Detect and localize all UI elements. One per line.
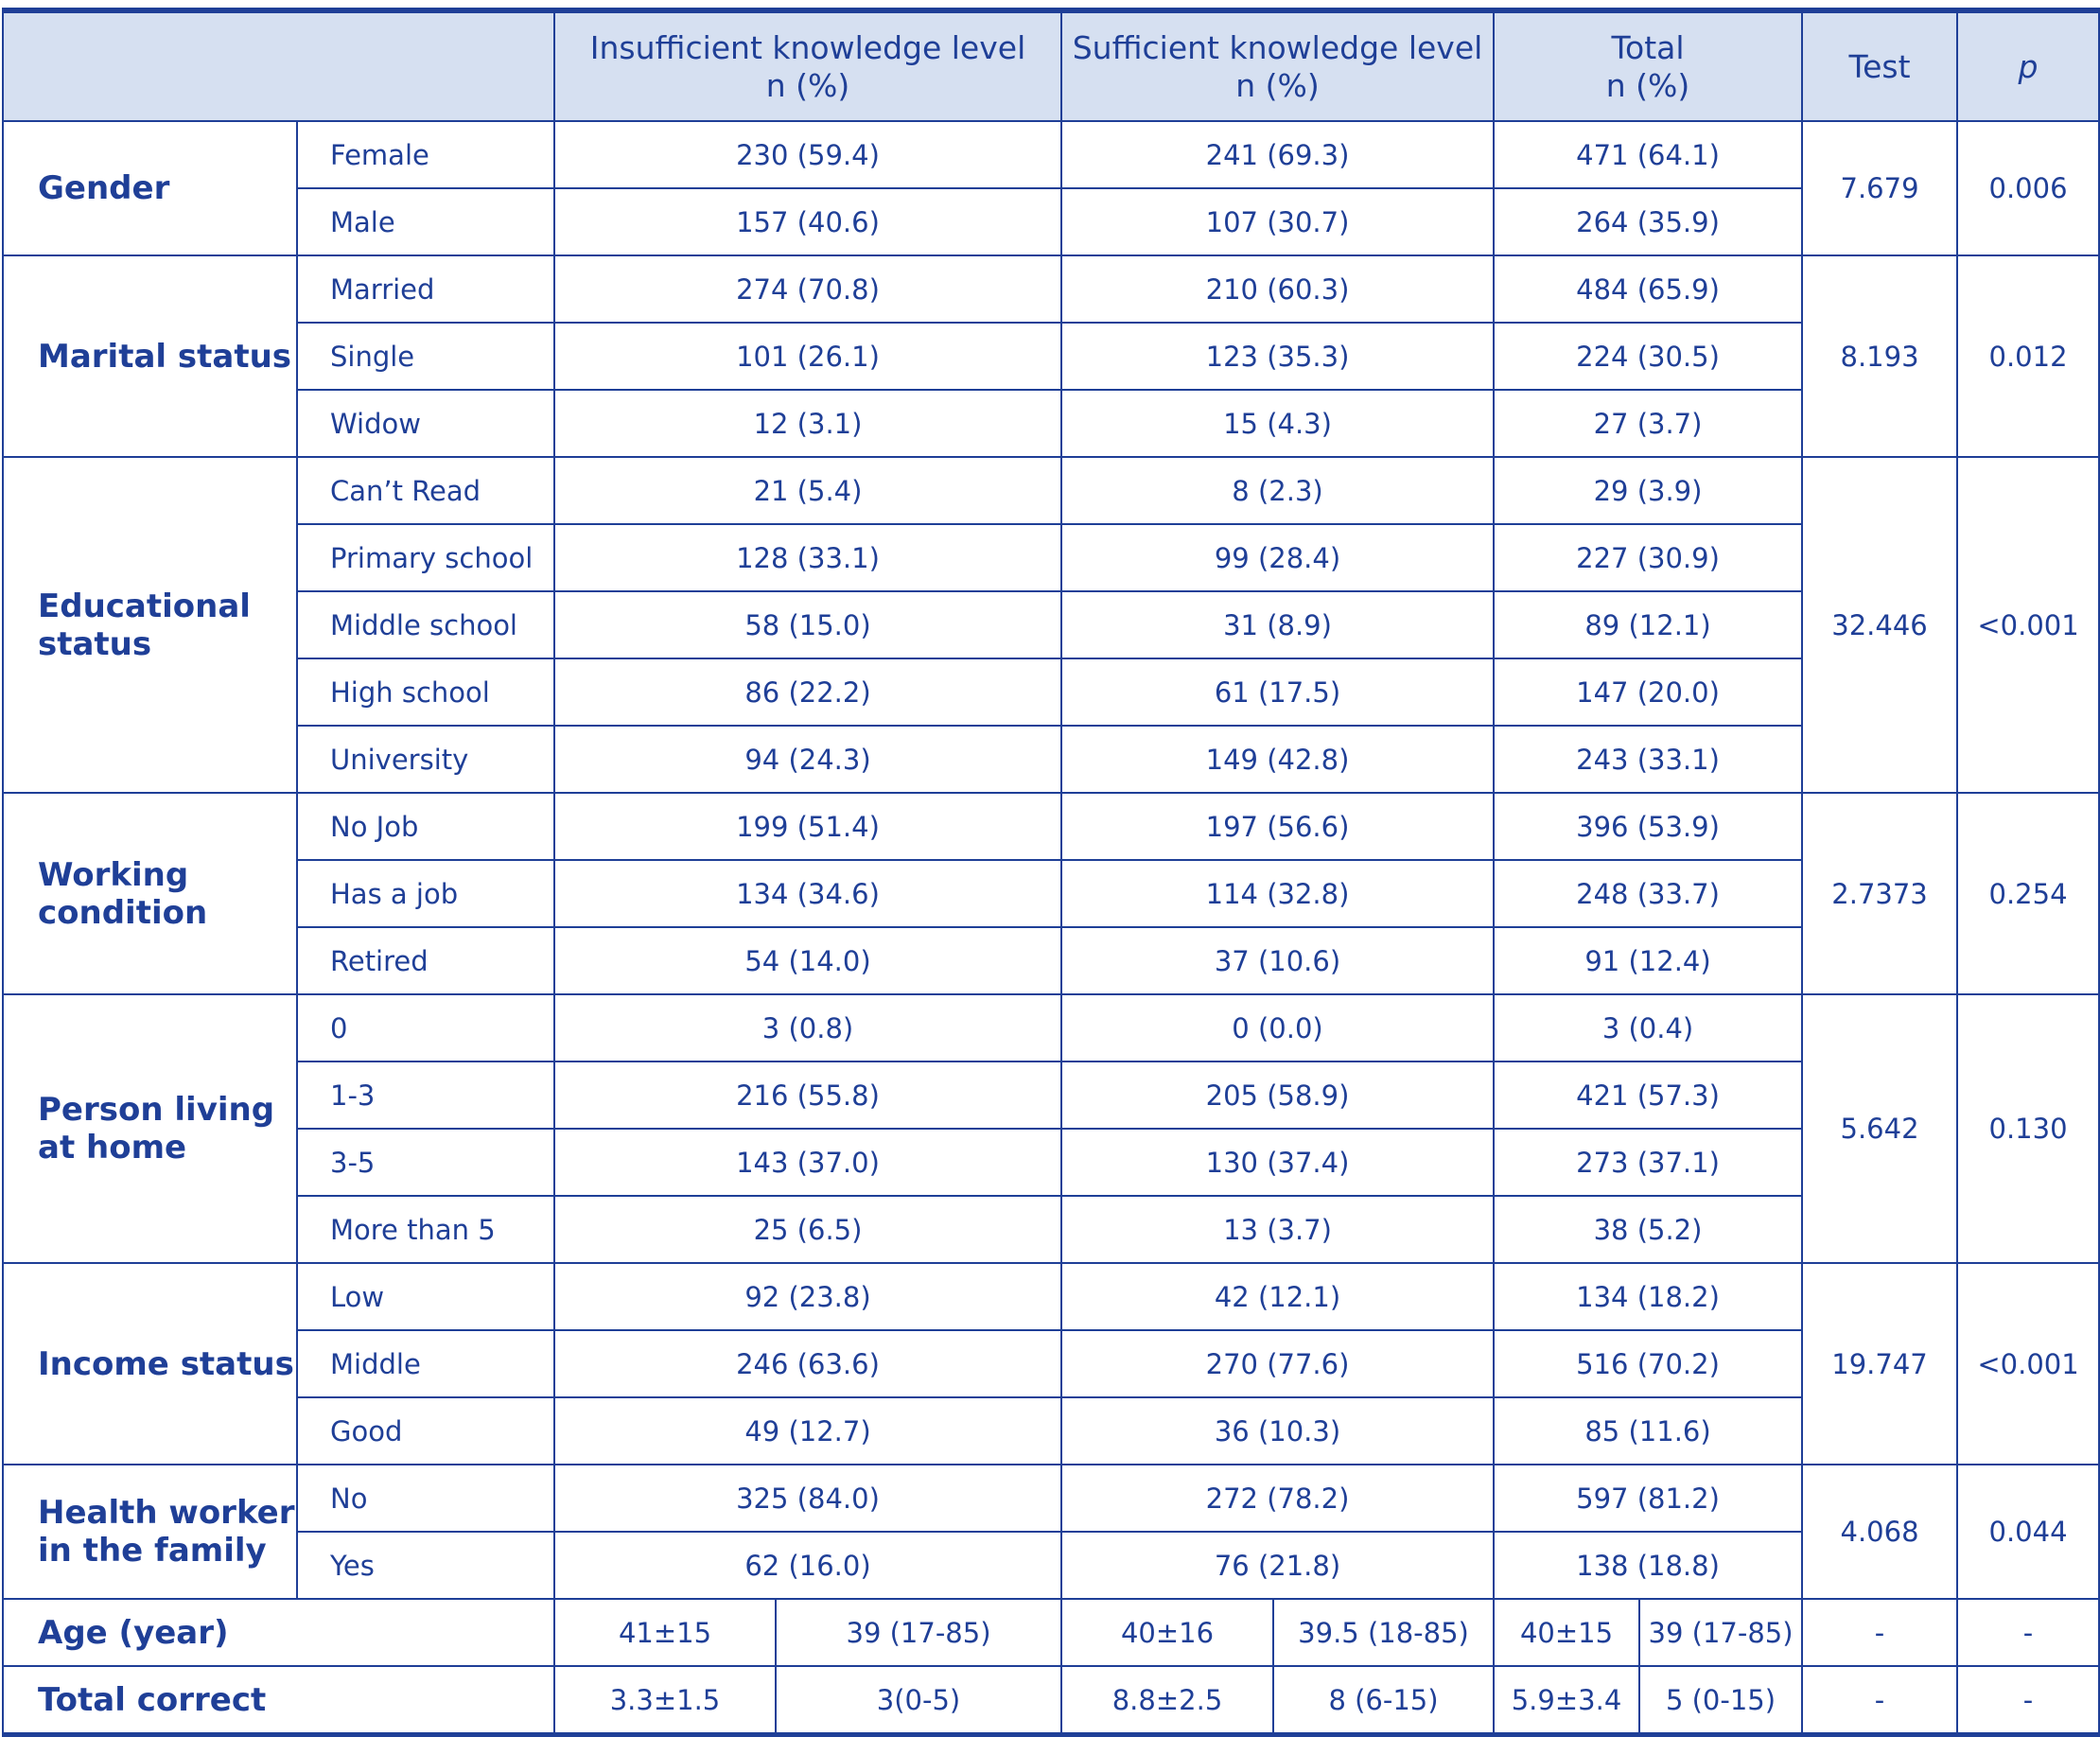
sufficient-cell: 114 (32.8) — [1061, 860, 1494, 927]
p-value: 0.012 — [1957, 255, 2099, 457]
summary-cell: 5.9±3.4 — [1494, 1666, 1639, 1735]
test-statistic: 8.193 — [1802, 255, 1957, 457]
sufficient-cell: 210 (60.3) — [1061, 255, 1494, 323]
insufficient-cell: 230 (59.4) — [554, 121, 1061, 188]
category-label: Primary school — [297, 524, 554, 591]
group-label-line: Working — [38, 855, 189, 894]
summary-cell: 40±16 — [1061, 1599, 1273, 1666]
sufficient-cell: 107 (30.7) — [1061, 188, 1494, 255]
header-insufficient — [554, 10, 1061, 121]
category-label: Widow — [297, 390, 554, 457]
total-cell: 3 (0.4) — [1494, 994, 1802, 1062]
sufficient-cell: 197 (56.6) — [1061, 793, 1494, 860]
header-corner — [3, 10, 554, 121]
header-sufficient-title: Sufficient knowledge level — [1072, 28, 1483, 66]
total-cell: 273 (37.1) — [1494, 1129, 1802, 1196]
table-body — [3, 121, 2099, 1735]
header-total-unit: n (%) — [1605, 66, 1690, 104]
table-row — [3, 323, 2099, 390]
table-row — [3, 255, 2099, 323]
category-label: 3-5 — [297, 1129, 554, 1196]
category-label: Has a job — [297, 860, 554, 927]
table-row — [3, 994, 2099, 1062]
total-cell: 421 (57.3) — [1494, 1062, 1802, 1129]
category-label: Female — [297, 121, 554, 188]
p-value: 0.254 — [1957, 793, 2099, 994]
total-cell: 38 (5.2) — [1494, 1196, 1802, 1263]
test-statistic: 4.068 — [1802, 1465, 1957, 1599]
table-row — [3, 457, 2099, 524]
summary-cell: 39.5 (18-85) — [1273, 1599, 1494, 1666]
table-row — [3, 1330, 2099, 1397]
total-cell: 138 (18.8) — [1494, 1532, 1802, 1599]
table-row — [3, 793, 2099, 860]
group-label — [3, 793, 297, 994]
category-label: Middle — [297, 1330, 554, 1397]
table-row — [3, 1196, 2099, 1263]
category-label: Male — [297, 188, 554, 255]
group-label-line: Health worker — [38, 1494, 295, 1532]
category-label: University — [297, 726, 554, 793]
summary-row — [3, 1599, 2099, 1666]
insufficient-cell: 62 (16.0) — [554, 1532, 1061, 1599]
group-label-line: Educational — [38, 587, 251, 625]
table-row — [3, 1263, 2099, 1330]
sufficient-cell: 0 (0.0) — [1061, 994, 1494, 1062]
header-total-title: Total — [1611, 28, 1685, 66]
header-p: p — [1957, 10, 2099, 121]
summary-label: Total correct — [3, 1666, 554, 1735]
test-statistic: 2.7373 — [1802, 793, 1957, 994]
total-cell: 597 (81.2) — [1494, 1465, 1802, 1532]
summary-test: - — [1802, 1599, 1957, 1666]
table-row — [3, 1465, 2099, 1532]
table-row — [3, 390, 2099, 457]
total-cell: 227 (30.9) — [1494, 524, 1802, 591]
header-test: Test — [1802, 10, 1957, 121]
p-value: <0.001 — [1957, 457, 2099, 793]
insufficient-cell: 92 (23.8) — [554, 1263, 1061, 1330]
summary-cell: 40±15 — [1494, 1599, 1639, 1666]
header-insufficient-title: Insufficient knowledge level — [589, 28, 1026, 66]
sufficient-cell: 36 (10.3) — [1061, 1397, 1494, 1465]
table-row — [3, 524, 2099, 591]
test-statistic: 5.642 — [1802, 994, 1957, 1263]
knowledge-level-table — [2, 8, 2100, 1737]
sufficient-cell: 123 (35.3) — [1061, 323, 1494, 390]
group-label — [3, 255, 297, 457]
summary-cell: 39 (17-85) — [776, 1599, 1061, 1666]
summary-cell: 39 (17-85) — [1639, 1599, 1802, 1666]
sufficient-cell: 270 (77.6) — [1061, 1330, 1494, 1397]
summary-test: - — [1802, 1666, 1957, 1735]
group-label — [3, 457, 297, 793]
insufficient-cell: 3 (0.8) — [554, 994, 1061, 1062]
header-sufficient — [1061, 10, 1494, 121]
total-cell: 134 (18.2) — [1494, 1263, 1802, 1330]
sufficient-cell: 99 (28.4) — [1061, 524, 1494, 591]
summary-label: Age (year) — [3, 1599, 554, 1666]
sufficient-cell: 130 (37.4) — [1061, 1129, 1494, 1196]
table-row — [3, 860, 2099, 927]
category-label: Low — [297, 1263, 554, 1330]
test-statistic: 32.446 — [1802, 457, 1957, 793]
category-label: No — [297, 1465, 554, 1532]
insufficient-cell: 49 (12.7) — [554, 1397, 1061, 1465]
insufficient-cell: 12 (3.1) — [554, 390, 1061, 457]
sufficient-cell: 13 (3.7) — [1061, 1196, 1494, 1263]
table-row — [3, 1532, 2099, 1599]
insufficient-cell: 94 (24.3) — [554, 726, 1061, 793]
total-cell: 224 (30.5) — [1494, 323, 1802, 390]
total-cell: 248 (33.7) — [1494, 860, 1802, 927]
insufficient-cell: 25 (6.5) — [554, 1196, 1061, 1263]
category-label: 1-3 — [297, 1062, 554, 1129]
summary-row — [3, 1666, 2099, 1735]
summary-p: - — [1957, 1666, 2099, 1735]
total-cell: 89 (12.1) — [1494, 591, 1802, 658]
sufficient-cell: 15 (4.3) — [1061, 390, 1494, 457]
total-cell: 484 (65.9) — [1494, 255, 1802, 323]
table-row — [3, 1397, 2099, 1465]
category-label: Good — [297, 1397, 554, 1465]
table-row — [3, 927, 2099, 994]
group-label — [3, 1465, 297, 1599]
total-cell: 27 (3.7) — [1494, 390, 1802, 457]
summary-cell: 8.8±2.5 — [1061, 1666, 1273, 1735]
insufficient-cell: 101 (26.1) — [554, 323, 1061, 390]
category-label: Single — [297, 323, 554, 390]
category-label: Retired — [297, 927, 554, 994]
group-label-line: in the family — [38, 1532, 267, 1570]
category-label: More than 5 — [297, 1196, 554, 1263]
summary-cell: 3.3±1.5 — [554, 1666, 776, 1735]
category-label: Can’t Read — [297, 457, 554, 524]
insufficient-cell: 325 (84.0) — [554, 1465, 1061, 1532]
table-row — [3, 188, 2099, 255]
insufficient-cell: 134 (34.6) — [554, 860, 1061, 927]
header-total — [1494, 10, 1802, 121]
total-cell: 264 (35.9) — [1494, 188, 1802, 255]
category-label: No Job — [297, 793, 554, 860]
summary-cell: 8 (6-15) — [1273, 1666, 1494, 1735]
group-label-line: Gender — [38, 169, 170, 207]
insufficient-cell: 128 (33.1) — [554, 524, 1061, 591]
group-label-line: Income status — [38, 1344, 294, 1383]
insufficient-cell: 54 (14.0) — [554, 927, 1061, 994]
sufficient-cell: 31 (8.9) — [1061, 591, 1494, 658]
total-cell: 471 (64.1) — [1494, 121, 1802, 188]
sufficient-cell: 76 (21.8) — [1061, 1532, 1494, 1599]
summary-p: - — [1957, 1599, 2099, 1666]
header-row — [3, 10, 2099, 121]
summary-cell: 3(0-5) — [776, 1666, 1061, 1735]
total-cell: 396 (53.9) — [1494, 793, 1802, 860]
total-cell: 243 (33.1) — [1494, 726, 1802, 793]
group-label-line: Person living — [38, 1091, 275, 1129]
group-label — [3, 1263, 297, 1465]
total-cell: 147 (20.0) — [1494, 658, 1802, 726]
sufficient-cell: 241 (69.3) — [1061, 121, 1494, 188]
insufficient-cell: 86 (22.2) — [554, 658, 1061, 726]
insufficient-cell: 58 (15.0) — [554, 591, 1061, 658]
insufficient-cell: 274 (70.8) — [554, 255, 1061, 323]
test-statistic: 19.747 — [1802, 1263, 1957, 1465]
total-cell: 85 (11.6) — [1494, 1397, 1802, 1465]
p-value: <0.001 — [1957, 1263, 2099, 1465]
insufficient-cell: 199 (51.4) — [554, 793, 1061, 860]
sufficient-cell: 37 (10.6) — [1061, 927, 1494, 994]
table-row — [3, 726, 2099, 793]
p-value: 0.130 — [1957, 994, 2099, 1263]
group-label-line: condition — [38, 893, 208, 932]
total-cell: 516 (70.2) — [1494, 1330, 1802, 1397]
table-row — [3, 591, 2099, 658]
table-row — [3, 1062, 2099, 1129]
sufficient-cell: 272 (78.2) — [1061, 1465, 1494, 1532]
group-label — [3, 121, 297, 255]
insufficient-cell: 157 (40.6) — [554, 188, 1061, 255]
insufficient-cell: 216 (55.8) — [554, 1062, 1061, 1129]
insufficient-cell: 143 (37.0) — [554, 1129, 1061, 1196]
table-row — [3, 658, 2099, 726]
sufficient-cell: 42 (12.1) — [1061, 1263, 1494, 1330]
group-label-line: Marital status — [38, 337, 292, 376]
header-insufficient-unit: n (%) — [765, 66, 850, 104]
test-statistic: 7.679 — [1802, 121, 1957, 255]
p-value: 0.006 — [1957, 121, 2099, 255]
group-label — [3, 994, 297, 1263]
sufficient-cell: 61 (17.5) — [1061, 658, 1494, 726]
category-label: Middle school — [297, 591, 554, 658]
category-label: Yes — [297, 1532, 554, 1599]
header-sufficient-unit: n (%) — [1235, 66, 1320, 104]
sufficient-cell: 8 (2.3) — [1061, 457, 1494, 524]
sufficient-cell: 149 (42.8) — [1061, 726, 1494, 793]
insufficient-cell: 246 (63.6) — [554, 1330, 1061, 1397]
table-row — [3, 121, 2099, 188]
group-label-line: at home — [38, 1129, 187, 1167]
table-row — [3, 1129, 2099, 1196]
category-label: Married — [297, 255, 554, 323]
sufficient-cell: 205 (58.9) — [1061, 1062, 1494, 1129]
category-label: High school — [297, 658, 554, 726]
summary-cell: 5 (0-15) — [1639, 1666, 1802, 1735]
summary-cell: 41±15 — [554, 1599, 776, 1666]
total-cell: 29 (3.9) — [1494, 457, 1802, 524]
insufficient-cell: 21 (5.4) — [554, 457, 1061, 524]
group-label-line: status — [38, 624, 152, 663]
category-label: 0 — [297, 994, 554, 1062]
total-cell: 91 (12.4) — [1494, 927, 1802, 994]
p-value: 0.044 — [1957, 1465, 2099, 1599]
